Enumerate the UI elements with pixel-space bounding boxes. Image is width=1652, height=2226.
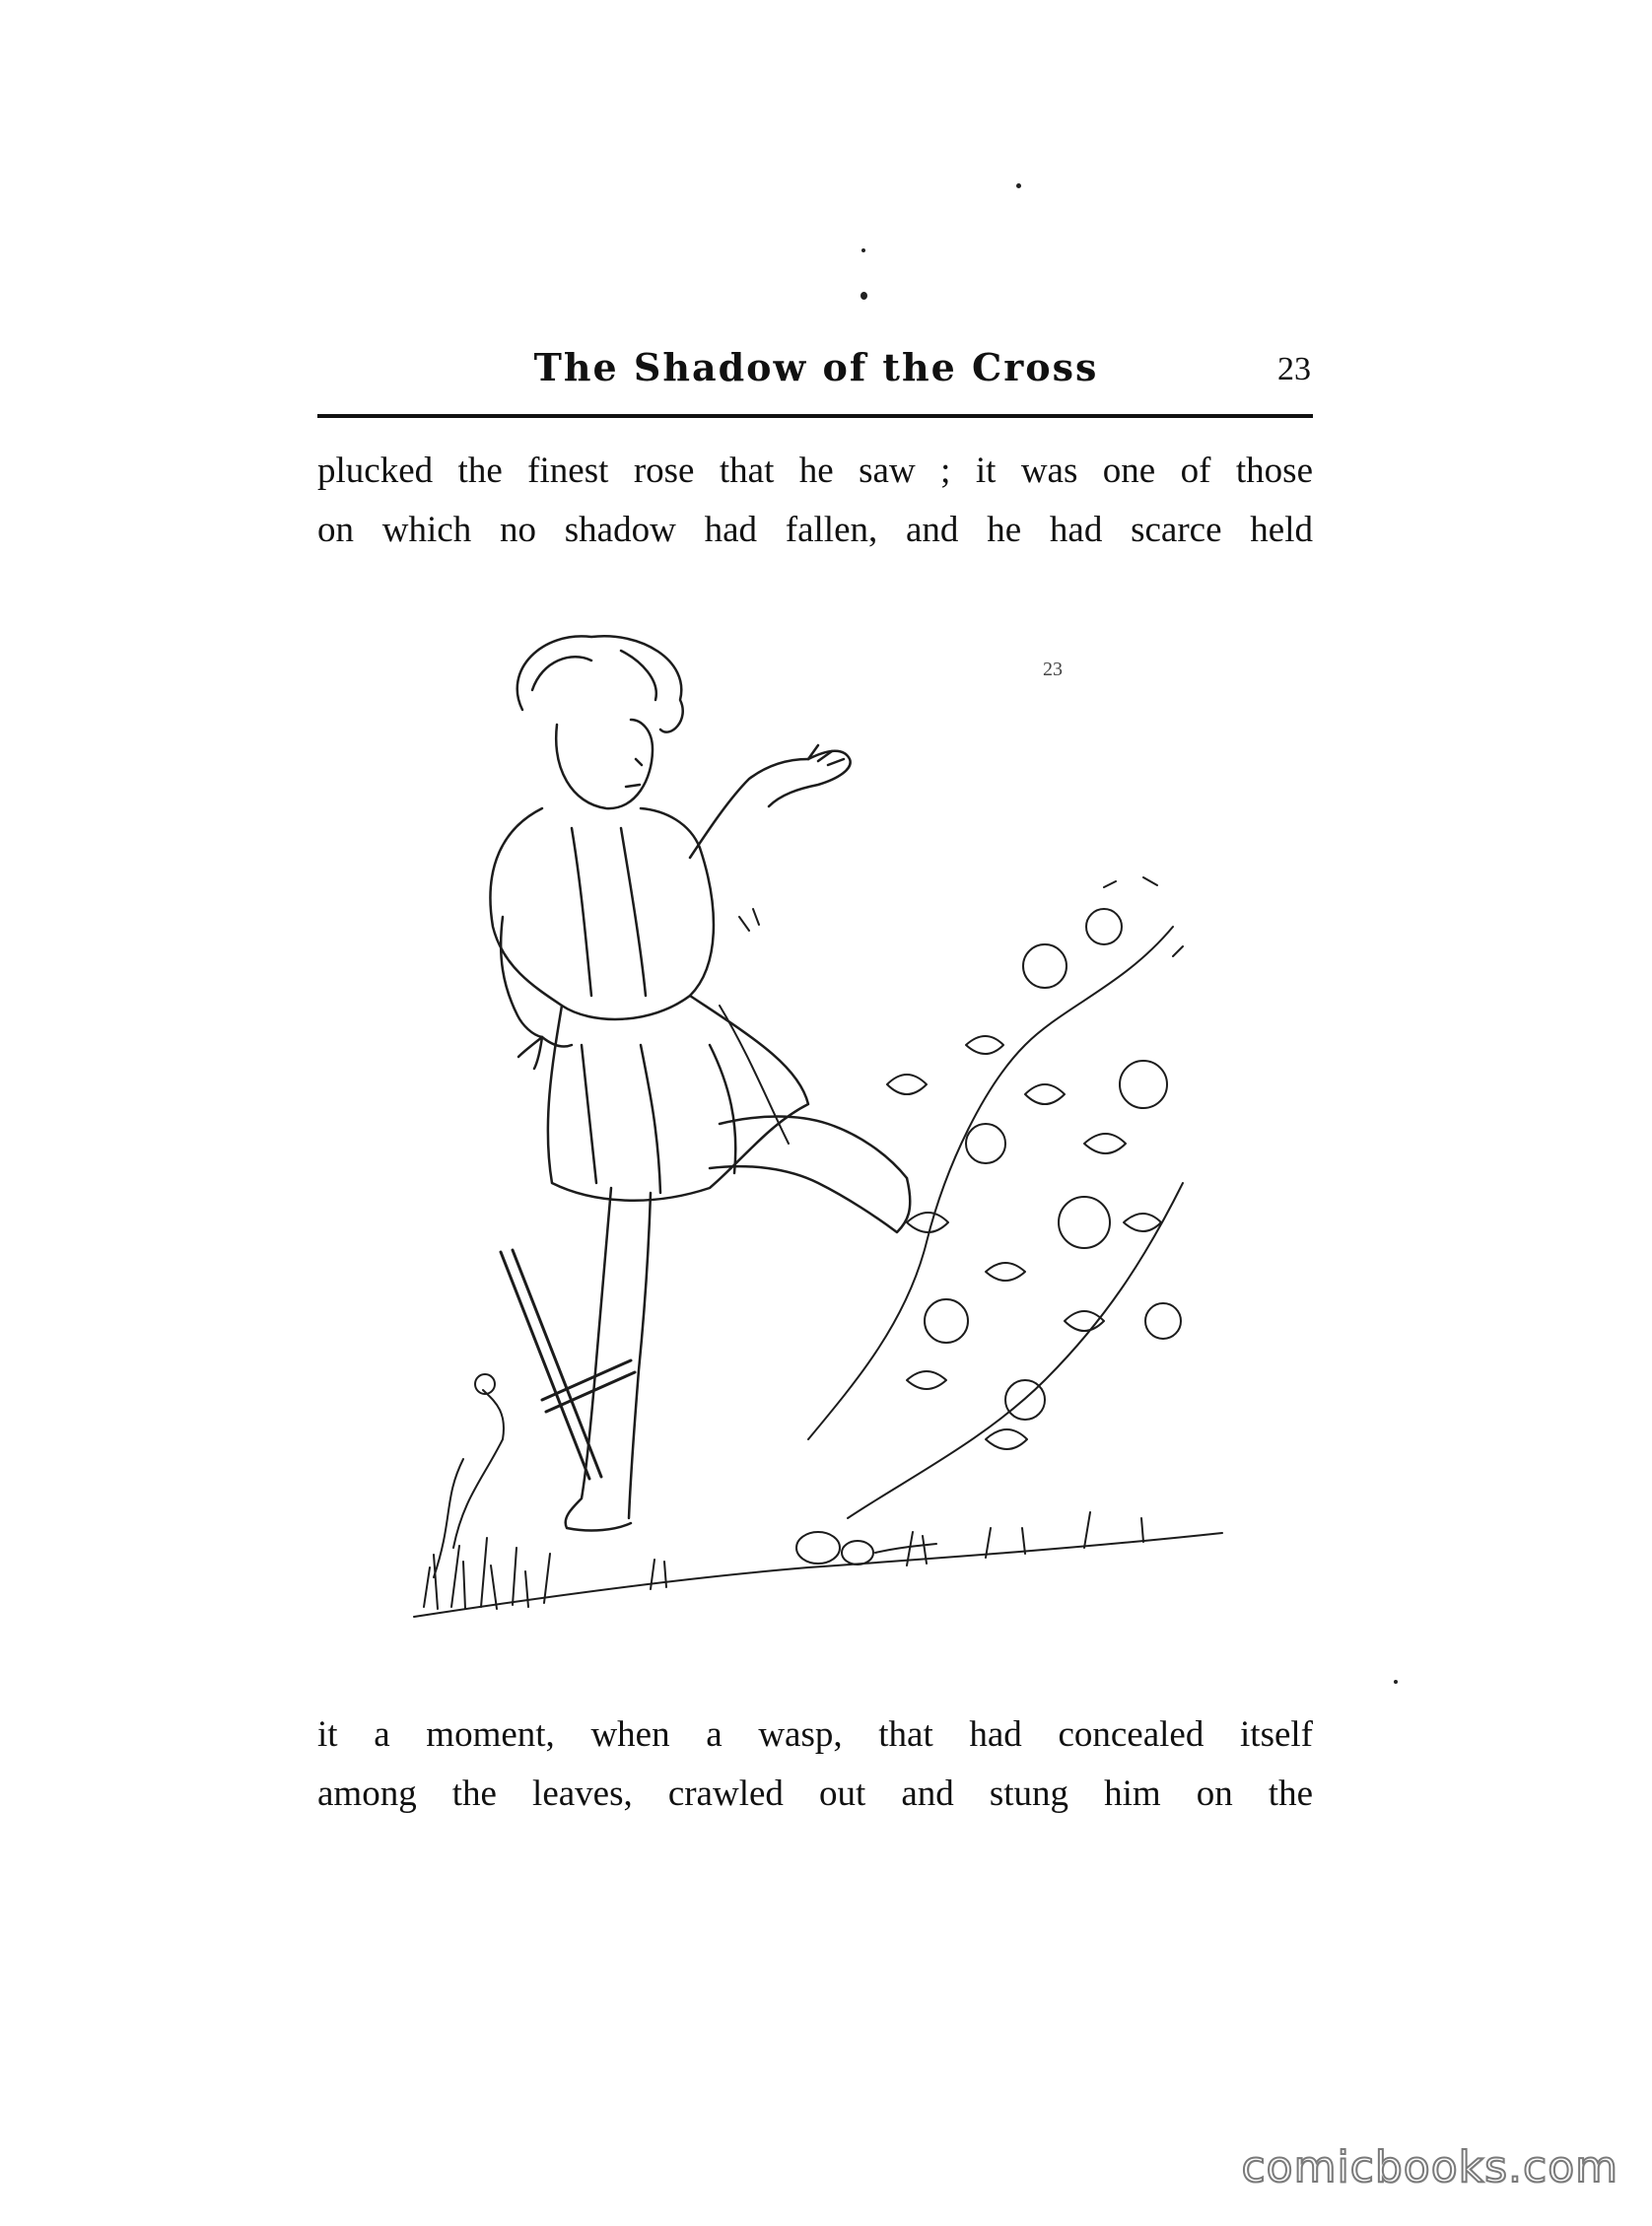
header-rule <box>317 414 1313 418</box>
text-line: among the leaves, crawled out and stung him on the <box>317 1774 1313 1814</box>
running-head-title: The Shadow of the Cross <box>533 345 1099 389</box>
print-speck <box>861 248 865 252</box>
page-number: 23 <box>1277 351 1311 387</box>
watermark: comicbooks.com <box>1241 2142 1618 2192</box>
print-speck <box>1016 183 1021 188</box>
body-text-top <box>317 442 1313 560</box>
body-text-bottom <box>317 1705 1313 1824</box>
text-line: plucked the finest rose that he saw ; it was one of those <box>317 451 1313 491</box>
engraving-illustration <box>394 631 1242 1646</box>
text-line: on which no shadow had fallen, and he had scarce held <box>317 510 1313 550</box>
print-speck <box>1394 1680 1398 1684</box>
running-head <box>317 337 1315 416</box>
rosebush <box>720 877 1183 1518</box>
ground-grass <box>414 1374 1222 1617</box>
print-speck <box>860 292 867 300</box>
text-line: it a moment, when a wasp, that had concealed itself <box>317 1714 1313 1755</box>
plate-number: 23 <box>1043 659 1063 680</box>
wooden-cross <box>501 1250 635 1479</box>
